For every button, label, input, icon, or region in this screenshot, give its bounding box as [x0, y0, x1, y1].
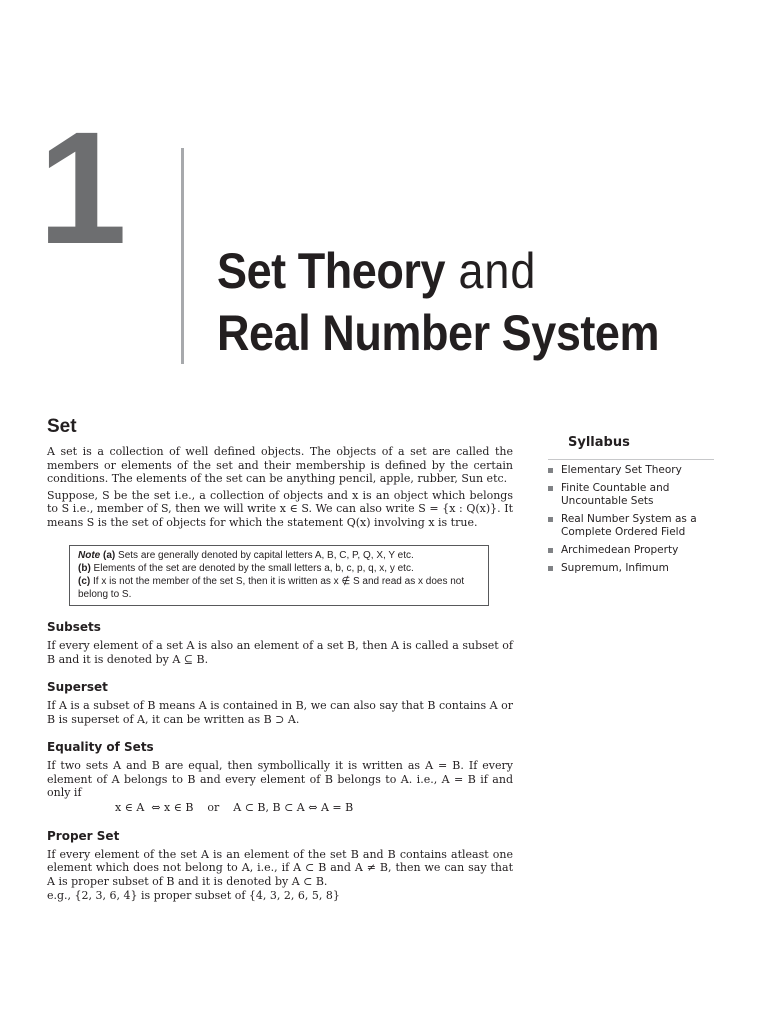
syllabus-item-label: Supremum, Infimum [561, 562, 669, 574]
chapter-title-and: and [445, 243, 537, 299]
square-bullet-icon [548, 468, 553, 473]
syllabus-item [548, 513, 714, 539]
chapter-divider [181, 148, 184, 364]
square-bullet-icon [548, 548, 553, 553]
subheading-subsets: Subsets [47, 620, 101, 634]
syllabus-item [548, 482, 714, 508]
proper-set-paragraph: If every element of the set A is an element of the set B and B contains atleast one element which does not belong to A, i.e., if A ⊂ B and A ≠ B, then we can say that A is proper subset of B and it is denoted by A ⊂ B. [47, 847, 513, 888]
set-definition-paragraph: A set is a collection of well defined objects. The objects of a set are called the members or elements of the set and their membership is defined by the certain conditions. The elements of the set can be anything pencil, apple, rubber, Sun etc. [47, 445, 513, 485]
proper-set-example: e.g., {2, 3, 6, 4} is proper subset of {4, 3, 2, 6, 5, 8} [47, 889, 340, 902]
syllabus-item-label: Real Number System as a Complete Ordered Field [561, 513, 697, 538]
note-a-text: Sets are generally denoted by capital letters A, B, C, P, Q, X, Y etc. [115, 550, 414, 561]
note-item-c [78, 575, 480, 601]
syllabus-divider [548, 459, 714, 460]
equality-formula: x ∈ A ⇔ x ∈ B or A ⊂ B, B ⊂ A ⇔ A = B [115, 800, 354, 814]
subheading-proper-set: Proper Set [47, 828, 120, 843]
syllabus-item-label: Finite Countable and Uncountable Sets [561, 482, 670, 507]
note-box [69, 545, 489, 606]
syllabus-item-label: Elementary Set Theory [561, 464, 682, 476]
chapter-title [217, 240, 659, 364]
equality-paragraph: If two sets A and B are equal, then symbollically it is written as A = B. If every element of A belongs to B and every element of B belongs to A. i.e., A = B if and only if [47, 759, 513, 799]
subsets-paragraph: If every element of a set A is also an element of a set B, then A is called a subset of B and it is denoted by A ⊆ B. [47, 639, 513, 666]
square-bullet-icon [548, 517, 553, 522]
chapter-title-set-theory: Set Theory [217, 243, 446, 299]
syllabus-title: Syllabus [568, 435, 630, 450]
square-bullet-icon [548, 566, 553, 571]
subheading-equality-of-sets: Equality of Sets [47, 740, 154, 754]
main-content [47, 416, 513, 903]
syllabus-panel [548, 434, 714, 580]
syllabus-list [548, 464, 714, 575]
note-b-label: (b) [78, 563, 91, 574]
subheading-superset: Superset [47, 680, 108, 694]
superset-paragraph: If A is a subset of B means A is contained in B, we can also say that B contains A or B is superset of A, it can be written as B ⊃ A. [47, 699, 513, 726]
chapter-title-real-number-system: Real Number System [217, 305, 660, 361]
syllabus-item [548, 544, 714, 557]
note-item-b [78, 562, 480, 575]
note-item-a [78, 549, 480, 562]
syllabus-item [548, 562, 714, 575]
note-b-text: Elements of the set are denoted by the small letters a, b, c, p, q, x, y etc. [90, 563, 414, 574]
syllabus-item [548, 464, 714, 477]
note-c-text: If x is not the member of the set S, then it is written as x ∉ S and read as x does not belong to S. [78, 576, 465, 600]
chapter-number: 1 [38, 98, 123, 277]
set-notation-paragraph: Suppose, S be the set i.e., a collection of objects and x is an object which belongs to S i.e., member of S, then we will write x ∈ S. We can also write S = {x : Q(x)}. It means S is the set of objects for which the statement Q(x) involving x is true. [47, 488, 513, 529]
note-label: Note [78, 550, 101, 561]
section-heading-set: Set [47, 416, 77, 437]
square-bullet-icon [548, 486, 553, 491]
note-c-label: (c) [78, 576, 91, 587]
note-a-label: (a) [103, 550, 116, 561]
syllabus-item-label: Archimedean Property [561, 544, 679, 556]
